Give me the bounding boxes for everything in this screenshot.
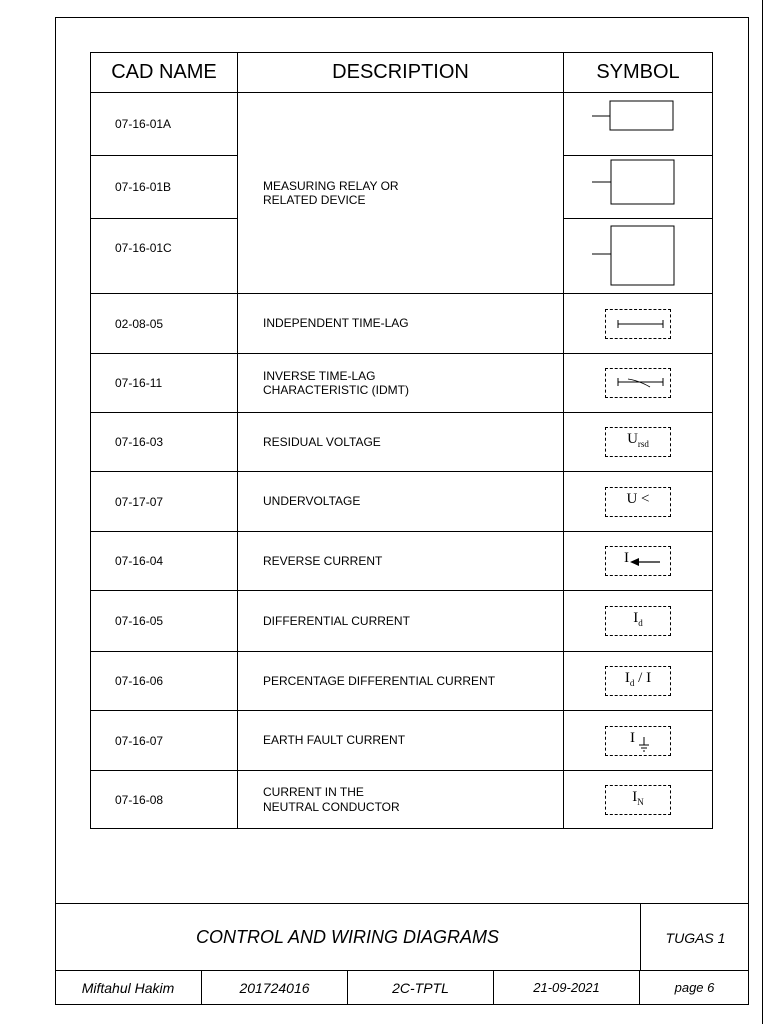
symbol-cell (564, 219, 713, 294)
earth-icon (606, 727, 672, 757)
table-row (91, 472, 713, 532)
table-row (91, 354, 713, 413)
percentage-differential-symbol: $I_d$ / I (605, 666, 671, 696)
table-row (91, 93, 713, 156)
header-symbol: SYMBOL (564, 53, 713, 93)
symbol-cell (564, 652, 713, 711)
table-row (91, 652, 713, 711)
description: INDEPENDENT TIME-LAG (238, 294, 564, 354)
symbol-cell (564, 156, 713, 219)
measuring-relay-a-symbol (564, 93, 713, 152)
info-row (55, 970, 749, 1005)
inverse-time-lag-symbol (605, 368, 671, 398)
cad-code: 07-16-03 (91, 413, 238, 472)
symbol-table (90, 52, 713, 829)
frame-line (762, 0, 763, 1024)
reverse-current-symbol: I (605, 546, 671, 576)
cad-code: 07-16-01B (91, 156, 238, 219)
description: MEASURING RELAY OR RELATED DEVICE (238, 93, 564, 294)
symbol-cell (564, 93, 713, 156)
cad-code: 07-16-07 (91, 711, 238, 771)
symbol-cell (564, 771, 713, 829)
cad-code: 07-16-01A (91, 93, 238, 156)
description: EARTH FAULT CURRENT (238, 711, 564, 771)
residual-voltage-symbol: $U_{rsd}$ (605, 427, 671, 457)
drawing-title: CONTROL AND WIRING DIAGRAMS (195, 927, 500, 947)
table-row (91, 771, 713, 829)
table-row (91, 532, 713, 591)
symbol-cell (564, 354, 713, 413)
divider (640, 904, 641, 971)
description: RESIDUAL VOLTAGE (238, 413, 564, 472)
neutral-current-symbol: $I_N$ (605, 785, 671, 815)
symbol-cell (564, 472, 713, 532)
header-cad-name: CAD NAME (91, 53, 238, 93)
description: PERCENTAGE DIFFERENTIAL CURRENT (238, 652, 564, 711)
date-label: 21-09-2021 (494, 971, 640, 1004)
symbol-cell (564, 711, 713, 771)
symbol-cell (564, 591, 713, 652)
measuring-relay-b-symbol (564, 156, 713, 215)
cad-code: 07-17-07 (91, 472, 238, 532)
cad-code: 07-16-04 (91, 532, 238, 591)
measuring-relay-c-symbol (564, 219, 713, 290)
author-name: Miftahul Hakim (55, 971, 202, 1004)
symbol-cell (564, 532, 713, 591)
undervoltage-symbol: U < (605, 487, 671, 517)
cad-code: 07-16-01C (91, 219, 238, 294)
table-row (91, 591, 713, 652)
header-description: DESCRIPTION (238, 53, 564, 93)
differential-current-symbol: $I_d$ (605, 606, 671, 636)
independent-time-lag-symbol (605, 309, 671, 339)
cad-code: 07-16-05 (91, 591, 238, 652)
cad-code: 02-08-05 (91, 294, 238, 354)
title-row (55, 903, 749, 970)
class-label: 2C-TPTL (348, 971, 494, 1004)
cad-code: 07-16-08 (91, 771, 238, 829)
symbol-cell (564, 413, 713, 472)
symbol-cell (564, 294, 713, 354)
table-row (91, 711, 713, 771)
title-block (55, 903, 749, 1005)
table-row (91, 294, 713, 354)
description: UNDERVOLTAGE (238, 472, 564, 532)
description: REVERSE CURRENT (238, 532, 564, 591)
description: CURRENT IN THE NEUTRAL CONDUCTOR (238, 771, 564, 829)
description: INVERSE TIME-LAG CHARACTERISTIC (IDMT) (238, 354, 564, 413)
task-label: TUGAS 1 (665, 929, 726, 946)
student-id: 201724016 (202, 971, 348, 1004)
cad-code: 07-16-06 (91, 652, 238, 711)
page-number: page 6 (674, 980, 715, 995)
table-header-row (91, 53, 713, 93)
description: DIFFERENTIAL CURRENT (238, 591, 564, 652)
earth-fault-symbol: I (605, 726, 671, 756)
cad-code: 07-16-11 (91, 354, 238, 413)
table-row (91, 413, 713, 472)
